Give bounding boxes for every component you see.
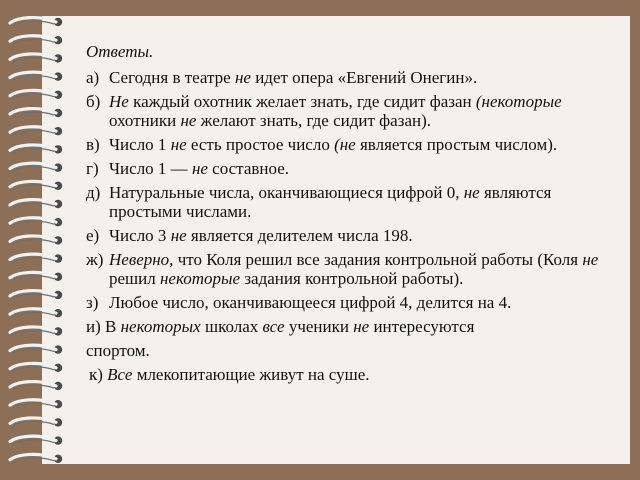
answer-item — [86, 226, 616, 245]
answer-text: Сегодня в театре не идет опера «Евгений Онегин». — [109, 68, 478, 87]
answer-text: Число 3 не является делителем числа 198. — [109, 226, 413, 245]
spiral-ring — [10, 291, 62, 300]
spiral-ring — [10, 400, 62, 409]
answer-marker: з) — [86, 293, 99, 312]
spiral-ring — [10, 18, 62, 27]
answers-title: Ответы. — [86, 42, 154, 61]
answer-item — [86, 68, 616, 87]
spiral-ring — [10, 436, 62, 445]
answer-item — [86, 159, 616, 178]
spiral-ring — [10, 200, 62, 209]
spiral-ring — [10, 345, 62, 354]
answer-item — [86, 135, 616, 154]
spiral-ring — [10, 163, 62, 172]
answer-marker: а) — [86, 68, 100, 87]
spiral-ring — [10, 272, 62, 281]
spiral-ring — [10, 218, 62, 227]
spiral-ring — [10, 181, 62, 190]
spiral-ring — [10, 127, 62, 136]
spiral-ring — [10, 72, 62, 81]
spiral-ring — [10, 418, 62, 427]
spiral-ring — [10, 90, 62, 99]
spiral-ring — [10, 54, 62, 63]
answers-list — [86, 68, 616, 312]
answer-item — [86, 183, 616, 221]
answer-marker: д) — [86, 183, 101, 202]
answer-marker: в) — [86, 135, 100, 154]
answer-marker: е) — [86, 226, 100, 245]
spiral-ring — [10, 254, 62, 263]
answer-i-line1: и) В некоторых школах все ученики не интересуются — [86, 317, 475, 336]
answer-marker: ж) — [86, 250, 104, 269]
spiral-ring — [10, 36, 62, 45]
spiral-ring — [10, 454, 62, 463]
spiral-binding — [0, 0, 72, 480]
answer-marker: б) — [86, 92, 101, 111]
spiral-ring — [10, 309, 62, 318]
answer-item — [86, 293, 616, 312]
answer-marker: г) — [86, 159, 99, 178]
answer-item — [86, 250, 616, 288]
answer-k: к) Все млекопитающие живут на суше. — [89, 365, 370, 384]
answer-text: Число 1 не есть простое число (не является простым числом). — [109, 135, 558, 154]
answer-text: Любое число, оканчивающееся цифрой 4, делится на 4. — [109, 293, 512, 312]
answer-text: Натуральные числа, оканчивающиеся цифрой 0, не являются простыми числами. — [109, 183, 552, 221]
spiral-ring — [10, 145, 62, 154]
answer-text: Не каждый охотник желает знать, где сидит фазан (некоторые охотники не желают знать, где сидит фазан). — [109, 92, 562, 130]
spiral-ring — [10, 382, 62, 391]
answer-text: Неверно, что Коля решил все задания контрольной работы (Коля не решил некоторые задания контрольной работы). — [109, 250, 599, 288]
answer-item — [86, 92, 616, 130]
answer-i-line2: спортом. — [86, 341, 150, 360]
answers-text — [86, 42, 616, 389]
spiral-ring — [10, 109, 62, 118]
spiral-ring — [10, 363, 62, 372]
answer-text: Число 1 — не составное. — [109, 159, 289, 178]
spiral-ring — [10, 327, 62, 336]
spiral-ring — [10, 236, 62, 245]
